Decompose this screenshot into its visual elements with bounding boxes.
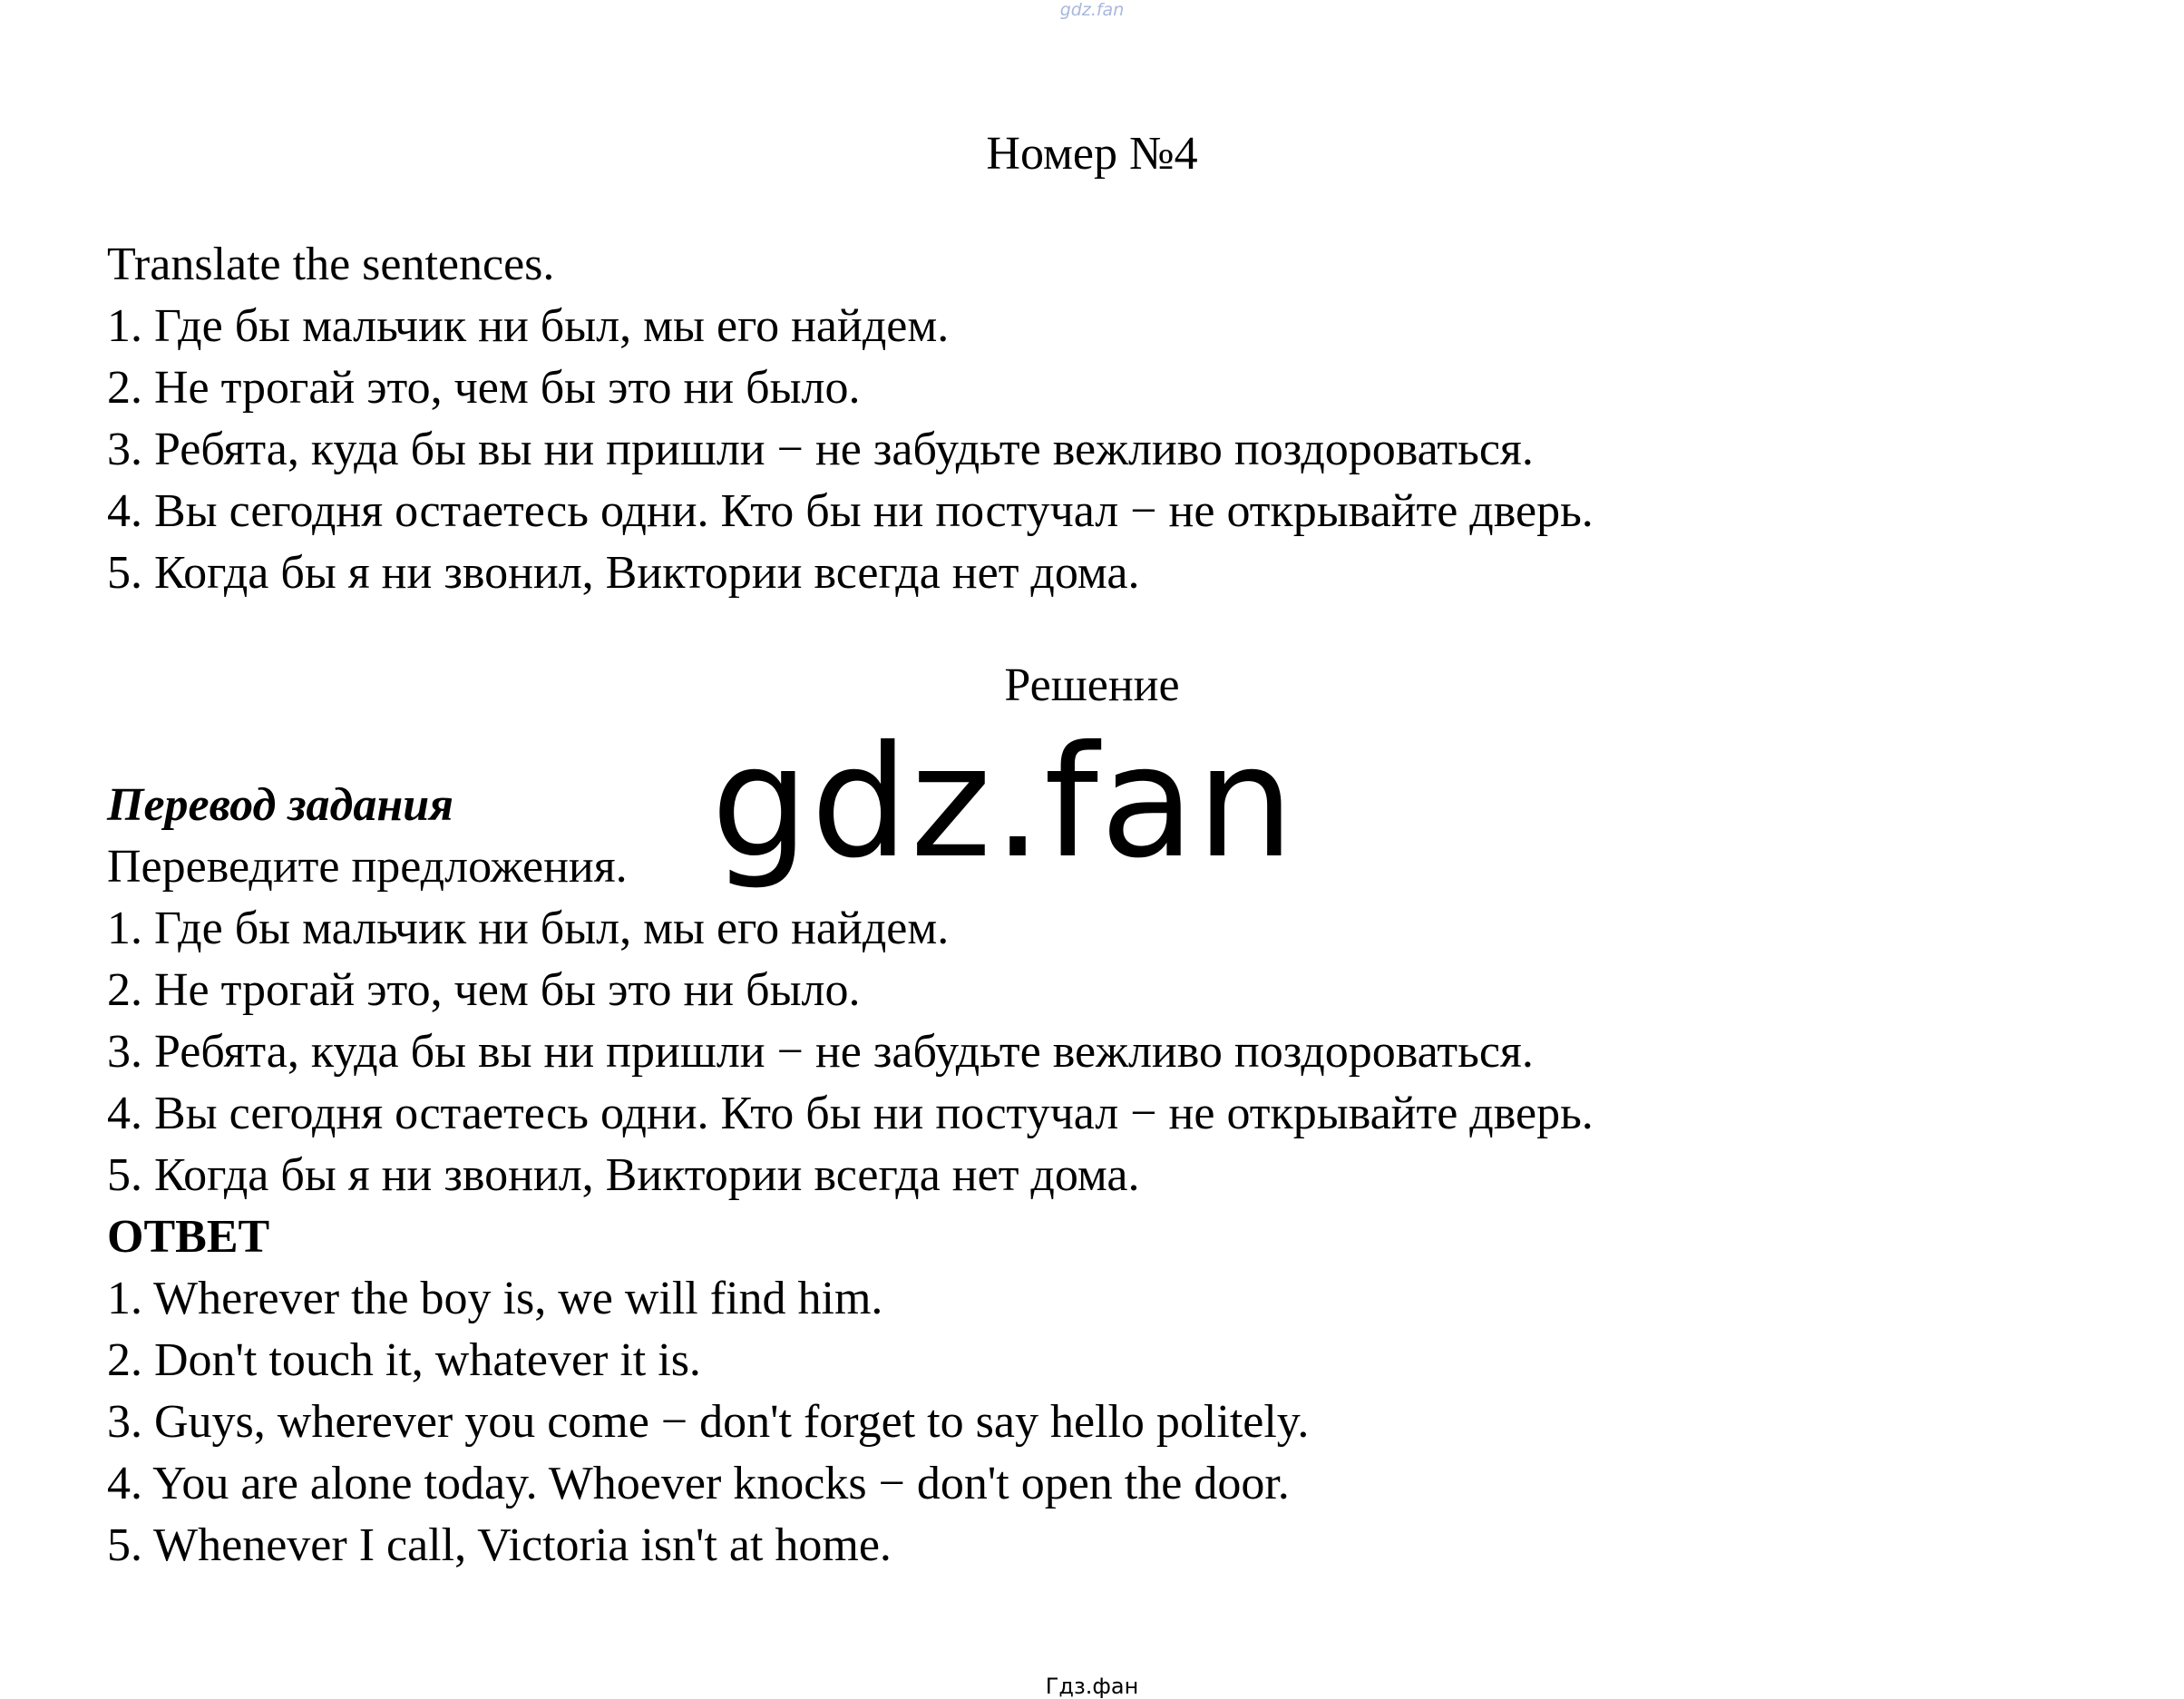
solution-heading: Решение <box>1004 659 1180 711</box>
top-watermark: gdz.fan <box>1059 0 1125 20</box>
answer-item-5: 5. Whenever I call, Victoria isn't at home. <box>107 1519 892 1571</box>
answer-item-1: 1. Wherever the boy is, we will find him. <box>107 1273 883 1324</box>
translation-item-3: 3. Ребята, куда бы вы ни пришли − не забудьте вежливо поздороваться. <box>107 1026 1534 1078</box>
translation-item-5: 5. Когда бы я ни звонил, Виктории всегда нет дома. <box>107 1149 1140 1201</box>
task-item-4: 4. Вы сегодня остаетесь одни. Кто бы ни постучал − не открывайте дверь. <box>107 485 1594 537</box>
translation-item-4: 4. Вы сегодня остаетесь одни. Кто бы ни постучал − не открывайте дверь. <box>107 1088 1594 1139</box>
center-watermark: gdz.fan <box>711 713 1296 893</box>
page-title: Номер №4 <box>986 128 1198 180</box>
translation-item-1: 1. Где бы мальчик ни был, мы его найдем. <box>107 903 950 954</box>
translation-heading: Перевод задания <box>107 779 453 831</box>
answer-item-3: 3. Guys, wherever you come − don't forget to say hello politely. <box>107 1396 1310 1448</box>
footer-watermark: Гдз.фан <box>1045 1674 1139 1699</box>
translation-item-2: 2. Не трогай это, чем бы это ни было. <box>107 964 861 1016</box>
translation-instruction: Переведите предложения. <box>107 841 628 893</box>
answer-item-4: 4. You are alone today. Whoever knocks − don't open the door. <box>107 1458 1290 1509</box>
answer-heading: ОТВЕТ <box>107 1211 270 1263</box>
task-item-3: 3. Ребята, куда бы вы ни пришли − не забудьте вежливо поздороваться. <box>107 424 1534 475</box>
answer-item-2: 2. Don't touch it, whatever it is. <box>107 1334 701 1386</box>
task-instruction: Translate the sentences. <box>107 239 555 290</box>
task-item-1: 1. Где бы мальчик ни был, мы его найдем. <box>107 300 950 352</box>
task-item-5: 5. Когда бы я ни звонил, Виктории всегда нет дома. <box>107 547 1140 599</box>
task-item-2: 2. Не трогай это, чем бы это ни было. <box>107 362 861 414</box>
